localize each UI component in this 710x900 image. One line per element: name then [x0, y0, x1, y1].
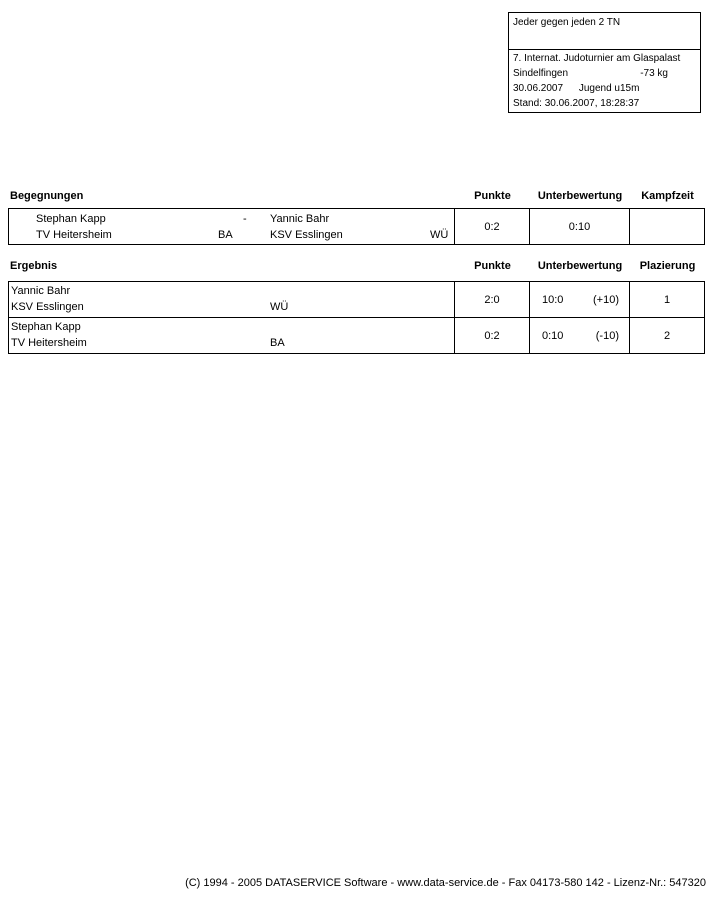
- fighter1-region: BA: [218, 229, 233, 241]
- result-plazierung: 1: [629, 282, 704, 317]
- begegnungen-header-row: [0, 190, 710, 204]
- result-region: WÜ: [270, 301, 289, 313]
- date-agegroup-line: [513, 81, 696, 96]
- fighter2-club: KSV Esslingen: [270, 229, 343, 241]
- result-club: TV Heitersheim: [11, 337, 87, 349]
- fighter1-name: Stephan Kapp: [36, 213, 106, 225]
- result-punkte: 2:0: [454, 282, 529, 317]
- bout-separator: -: [243, 213, 247, 225]
- result-fighter-cell: [9, 282, 454, 317]
- tournament-name: 7. Internat. Judoturnier am Glaspalast: [513, 53, 681, 64]
- bout-row: [9, 209, 704, 244]
- col-header-punkte-ergebnis: Punkte: [474, 260, 511, 272]
- fighter1-club: TV Heitersheim: [36, 229, 112, 241]
- location-weight-line: [513, 66, 696, 81]
- begegnungen-table: [8, 208, 705, 245]
- result-unterbewertung-cell: [529, 318, 629, 353]
- section-title-begegnungen: Begegnungen: [10, 190, 84, 202]
- footer-license-text: (C) 1994 - 2005 DATASERVICE Software - www.data-service.de - Fax 04173-580 142 - Lizenz-Nr.: 547320: [185, 877, 706, 889]
- age-group: Jugend u15m: [578, 83, 640, 94]
- bout-fighters-cell: [9, 209, 454, 244]
- location: Sindelfingen: [513, 68, 569, 79]
- result-unterbewertung: 10:0: [542, 293, 564, 306]
- bout-punkte-value: 0:2: [454, 209, 529, 244]
- tournament-info: [509, 50, 700, 112]
- result-unterbewertung-cell: [529, 282, 629, 317]
- stand-timestamp: Stand: 30.06.2007, 18:28:37: [513, 98, 640, 109]
- report-title: Jeder gegen jeden 2 TN: [509, 13, 700, 50]
- result-unterbewertung-diff: (-10): [595, 329, 619, 342]
- result-punkte: 0:2: [454, 318, 529, 353]
- result-row: [9, 282, 704, 318]
- result-name: Stephan Kapp: [11, 321, 81, 333]
- result-unterbewertung-diff: (+10): [593, 293, 619, 306]
- col-header-unterbewertung-ergebnis: Unterbewertung: [537, 260, 623, 272]
- result-plazierung: 2: [629, 318, 704, 353]
- result-row: [9, 318, 704, 353]
- bout-kampfzeit-value: [629, 209, 704, 244]
- bout-unterbewertung-value: 0:10: [529, 209, 629, 244]
- result-unterbewertung: 0:10: [542, 329, 564, 342]
- result-name: Yannic Bahr: [11, 285, 71, 297]
- col-header-plazierung: Plazierung: [639, 260, 696, 272]
- col-header-kampfzeit: Kampfzeit: [641, 190, 694, 202]
- header-box: [508, 12, 701, 113]
- col-header-punkte: Punkte: [474, 190, 511, 202]
- ergebnis-table: [8, 281, 705, 354]
- event-date: 30.06.2007: [513, 83, 564, 94]
- result-club: KSV Esslingen: [11, 301, 84, 313]
- fighter2-region: WÜ: [430, 229, 449, 241]
- weight-class: -73 kg: [640, 68, 668, 79]
- result-region: BA: [270, 337, 285, 349]
- ergebnis-header-row: [0, 260, 710, 274]
- result-fighter-cell: [9, 318, 454, 353]
- fighter2-name: Yannic Bahr: [270, 213, 330, 225]
- section-title-ergebnis: Ergebnis: [10, 260, 58, 272]
- col-header-unterbewertung: Unterbewertung: [537, 190, 623, 202]
